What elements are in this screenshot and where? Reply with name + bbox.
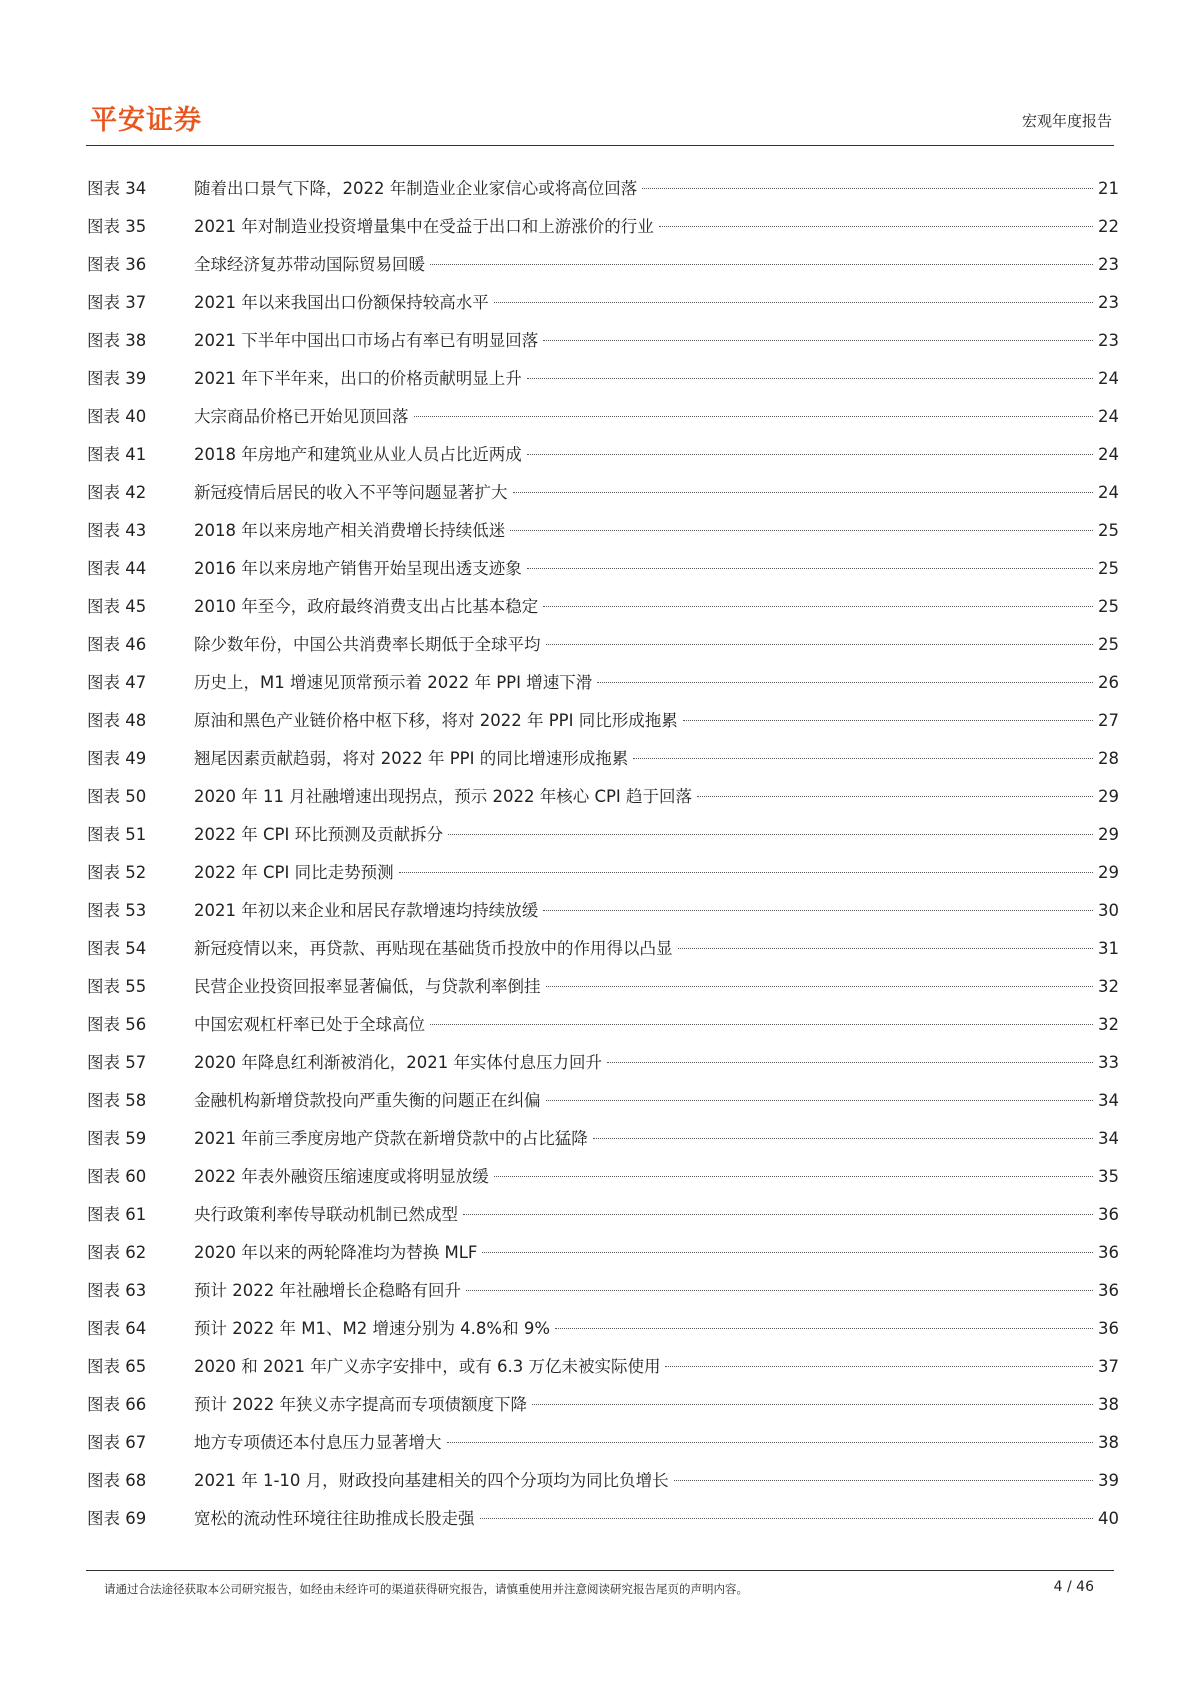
toc-entry-label: 图表 38 [87,331,147,350]
toc-entry-label: 图表 53 [87,901,147,920]
toc-entry-label: 图表 68 [87,1471,147,1490]
toc-entry[interactable] [87,1044,1119,1082]
toc-leader-dots [494,1176,1093,1177]
toc-entry-title: 预计 2022 年社融增长企稳略有回升 [194,1281,461,1300]
toc-entry[interactable] [87,474,1119,512]
toc-leader-dots [448,834,1093,835]
toc-entry[interactable] [87,360,1119,398]
toc-entry-label: 图表 67 [87,1433,147,1452]
toc-entry-title: 2020 年降息红利渐被消化，2021 年实体付息压力回升 [194,1053,602,1072]
toc-entry[interactable] [87,968,1119,1006]
toc-entry-page: 31 [1098,939,1119,958]
toc-entry-title: 翘尾因素贡献趋弱，将对 2022 年 PPI 的同比增速形成拖累 [194,749,629,768]
page-number: 4 / 46 [1053,1579,1094,1595]
toc-entry-title: 金融机构新增贷款投向严重失衡的问题正在纠偏 [194,1091,541,1110]
toc-leader-dots [527,454,1093,455]
toc-entry-page: 25 [1098,559,1119,578]
toc-entry-label: 图表 62 [87,1243,147,1262]
toc-entry[interactable] [87,1348,1119,1386]
figure-index-list [87,170,1119,1538]
toc-entry-page: 34 [1098,1091,1119,1110]
toc-leader-dots [593,1138,1093,1139]
toc-leader-dots [543,606,1093,607]
toc-entry[interactable] [87,1196,1119,1234]
toc-leader-dots [642,188,1093,189]
toc-leader-dots [527,568,1093,569]
toc-entry[interactable] [87,322,1119,360]
toc-entry[interactable] [87,1424,1119,1462]
toc-entry[interactable] [87,1234,1119,1272]
toc-entry-title: 随着出口景气下降，2022 年制造业企业家信心或将高位回落 [194,179,638,198]
toc-entry-page: 40 [1098,1509,1119,1528]
toc-entry-page: 29 [1098,863,1119,882]
toc-entry-title: 2021 年对制造业投资增量集中在受益于出口和上游涨价的行业 [194,217,654,236]
toc-entry-title: 新冠疫情以来，再贷款、再贴现在基础货币投放中的作用得以凸显 [194,939,673,958]
toc-entry-label: 图表 52 [87,863,147,882]
toc-entry-page: 28 [1098,749,1119,768]
toc-leader-dots [683,720,1093,721]
toc-entry-label: 图表 51 [87,825,147,844]
toc-leader-dots [510,530,1093,531]
toc-entry-title: 2022 年 CPI 同比走势预测 [194,863,394,882]
toc-leader-dots [546,1100,1094,1101]
toc-entry-label: 图表 57 [87,1053,147,1072]
toc-entry-label: 图表 44 [87,559,147,578]
toc-entry-page: 37 [1098,1357,1119,1376]
toc-entry-page: 39 [1098,1471,1119,1490]
toc-entry[interactable] [87,664,1119,702]
toc-entry-label: 图表 36 [87,255,147,274]
toc-entry[interactable] [87,550,1119,588]
toc-leader-dots [527,378,1093,379]
toc-entry-label: 图表 41 [87,445,147,464]
toc-entry[interactable] [87,626,1119,664]
toc-entry-label: 图表 55 [87,977,147,996]
toc-entry[interactable] [87,740,1119,778]
toc-entry-title: 大宗商品价格已开始见顶回落 [194,407,409,426]
toc-entry-title: 2020 和 2021 年广义赤字安排中，或有 6.3 万亿未被实际使用 [194,1357,661,1376]
toc-entry-page: 23 [1098,331,1119,350]
toc-entry-label: 图表 39 [87,369,147,388]
toc-leader-dots [665,1366,1093,1367]
toc-entry[interactable] [87,1500,1119,1538]
toc-entry-page: 25 [1098,597,1119,616]
toc-leader-dots [466,1290,1093,1291]
toc-entry-page: 36 [1098,1319,1119,1338]
toc-entry-label: 图表 61 [87,1205,147,1224]
toc-entry-title: 宽松的流动性环境往往助推成长股走强 [194,1509,475,1528]
footer-divider [86,1570,1114,1571]
toc-entry-page: 34 [1098,1129,1119,1148]
toc-entry-label: 图表 64 [87,1319,147,1338]
toc-entry[interactable] [87,1082,1119,1120]
toc-entry[interactable] [87,246,1119,284]
toc-entry-page: 21 [1098,179,1119,198]
toc-entry-title: 央行政策利率传导联动机制已然成型 [194,1205,458,1224]
toc-entry[interactable] [87,1006,1119,1044]
toc-entry-page: 23 [1098,255,1119,274]
toc-leader-dots [546,644,1094,645]
toc-entry-page: 36 [1098,1281,1119,1300]
toc-entry-page: 38 [1098,1433,1119,1452]
toc-entry-label: 图表 34 [87,179,147,198]
toc-entry[interactable] [87,816,1119,854]
toc-leader-dots [597,682,1093,683]
toc-entry-title: 民营企业投资回报率显著偏低，与贷款利率倒挂 [194,977,541,996]
toc-entry-title: 预计 2022 年 M1、M2 增速分别为 4.8%和 9% [194,1319,551,1338]
toc-entry-title: 2020 年 11 月社融增速出现拐点，预示 2022 年核心 CPI 趋于回落 [194,787,693,806]
toc-entry-page: 24 [1098,483,1119,502]
toc-entry-page: 24 [1098,445,1119,464]
toc-entry-page: 32 [1098,1015,1119,1034]
toc-entry-title: 新冠疫情后居民的收入不平等问题显著扩大 [194,483,508,502]
toc-entry[interactable] [87,284,1119,322]
toc-entry-page: 25 [1098,635,1119,654]
toc-entry-title: 2010 年至今，政府最终消费支出占比基本稳定 [194,597,539,616]
toc-entry-label: 图表 42 [87,483,147,502]
toc-entry-page: 24 [1098,407,1119,426]
toc-leader-dots [399,872,1093,873]
toc-entry-page: 36 [1098,1205,1119,1224]
toc-entry-title: 2021 下半年中国出口市场占有率已有明显回落 [194,331,539,350]
toc-entry-title: 2018 年房地产和建筑业从业人员占比近两成 [194,445,522,464]
toc-entry-label: 图表 35 [87,217,147,236]
toc-entry-label: 图表 47 [87,673,147,692]
toc-entry[interactable] [87,588,1119,626]
toc-entry-page: 35 [1098,1167,1119,1186]
toc-entry-title: 2016 年以来房地产销售开始呈现出透支迹象 [194,559,522,578]
toc-entry-label: 图表 40 [87,407,147,426]
toc-entry-title: 2021 年下半年来，出口的价格贡献明显上升 [194,369,522,388]
toc-entry-label: 图表 49 [87,749,147,768]
toc-entry-title: 2018 年以来房地产相关消费增长持续低迷 [194,521,506,540]
toc-entry[interactable] [87,512,1119,550]
toc-entry-label: 图表 65 [87,1357,147,1376]
toc-entry-label: 图表 60 [87,1167,147,1186]
toc-entry[interactable] [87,436,1119,474]
toc-leader-dots [482,1252,1093,1253]
toc-leader-dots [543,340,1093,341]
toc-leader-dots [607,1062,1093,1063]
toc-entry[interactable] [87,208,1119,246]
toc-leader-dots [555,1328,1093,1329]
toc-entry-page: 23 [1098,293,1119,312]
toc-entry-title: 2020 年以来的两轮降准均为替换 MLF [194,1243,478,1262]
toc-entry[interactable] [87,930,1119,968]
toc-entry-page: 33 [1098,1053,1119,1072]
toc-leader-dots [543,910,1093,911]
toc-entry-page: 38 [1098,1395,1119,1414]
toc-entry-label: 图表 59 [87,1129,147,1148]
toc-entry-title: 除少数年份，中国公共消费率长期低于全球平均 [194,635,541,654]
toc-leader-dots [494,302,1093,303]
toc-entry[interactable] [87,892,1119,930]
toc-entry[interactable] [87,398,1119,436]
toc-leader-dots [447,1442,1094,1443]
toc-leader-dots [532,1404,1093,1405]
footer-disclaimer: 请通过合法途径获取本公司研究报告，如经由未经许可的渠道获得研究报告，请慎重使用并注意阅读研究报告尾页的声明内容。 [104,1582,748,1596]
toc-entry-page: 26 [1098,673,1119,692]
toc-entry-page: 29 [1098,787,1119,806]
toc-leader-dots [697,796,1093,797]
toc-entry-title: 2021 年以来我国出口份额保持较高水平 [194,293,489,312]
toc-entry-title: 全球经济复苏带动国际贸易回暖 [194,255,425,274]
toc-entry[interactable] [87,170,1119,208]
toc-leader-dots [678,948,1094,949]
toc-entry-label: 图表 46 [87,635,147,654]
toc-entry-page: 27 [1098,711,1119,730]
brand-logo: 平安证券 [90,105,202,136]
toc-leader-dots [480,1518,1094,1519]
toc-entry-page: 32 [1098,977,1119,996]
toc-entry-title: 原油和黑色产业链价格中枢下移，将对 2022 年 PPI 同比形成拖累 [194,711,678,730]
toc-entry[interactable] [87,1310,1119,1348]
toc-entry-title: 2022 年 CPI 环比预测及贡献拆分 [194,825,444,844]
toc-leader-dots [430,1024,1093,1025]
toc-entry-title: 地方专项债还本付息压力显著增大 [194,1433,442,1452]
toc-leader-dots [513,492,1094,493]
toc-entry-page: 22 [1098,217,1119,236]
toc-entry-page: 24 [1098,369,1119,388]
toc-entry[interactable] [87,1272,1119,1310]
toc-leader-dots [414,416,1094,417]
toc-entry-label: 图表 37 [87,293,147,312]
toc-entry-title: 中国宏观杠杆率已处于全球高位 [194,1015,425,1034]
toc-entry[interactable] [87,854,1119,892]
toc-entry-label: 图表 50 [87,787,147,806]
toc-entry-label: 图表 56 [87,1015,147,1034]
toc-entry-title: 历史上，M1 增速见顶常预示着 2022 年 PPI 增速下滑 [194,673,593,692]
toc-leader-dots [659,226,1093,227]
toc-entry-title: 2021 年前三季度房地产贷款在新增贷款中的占比猛降 [194,1129,588,1148]
toc-entry-label: 图表 69 [87,1509,147,1528]
toc-entry[interactable] [87,1120,1119,1158]
toc-entry-page: 29 [1098,825,1119,844]
toc-leader-dots [633,758,1093,759]
report-type: 宏观年度报告 [1021,112,1112,130]
toc-entry[interactable] [87,1462,1119,1500]
toc-entry-title: 2021 年 1-10 月，财政投向基建相关的四个分项均为同比负增长 [194,1471,669,1490]
toc-leader-dots [546,986,1094,987]
toc-leader-dots [430,264,1093,265]
toc-entry-page: 25 [1098,521,1119,540]
toc-entry-label: 图表 58 [87,1091,147,1110]
toc-entry[interactable] [87,702,1119,740]
toc-entry-label: 图表 48 [87,711,147,730]
toc-entry-title: 2022 年表外融资压缩速度或将明显放缓 [194,1167,489,1186]
header-divider [86,145,1114,146]
toc-entry-label: 图表 66 [87,1395,147,1414]
toc-entry-page: 36 [1098,1243,1119,1262]
toc-entry[interactable] [87,1386,1119,1424]
toc-entry-label: 图表 45 [87,597,147,616]
toc-entry[interactable] [87,778,1119,816]
toc-entry-label: 图表 63 [87,1281,147,1300]
toc-entry-label: 图表 54 [87,939,147,958]
toc-entry-title: 预计 2022 年狭义赤字提高而专项债额度下降 [194,1395,527,1414]
toc-entry[interactable] [87,1158,1119,1196]
toc-leader-dots [463,1214,1093,1215]
toc-entry-title: 2021 年初以来企业和居民存款增速均持续放缓 [194,901,539,920]
toc-leader-dots [674,1480,1093,1481]
toc-entry-label: 图表 43 [87,521,147,540]
toc-entry-page: 30 [1098,901,1119,920]
